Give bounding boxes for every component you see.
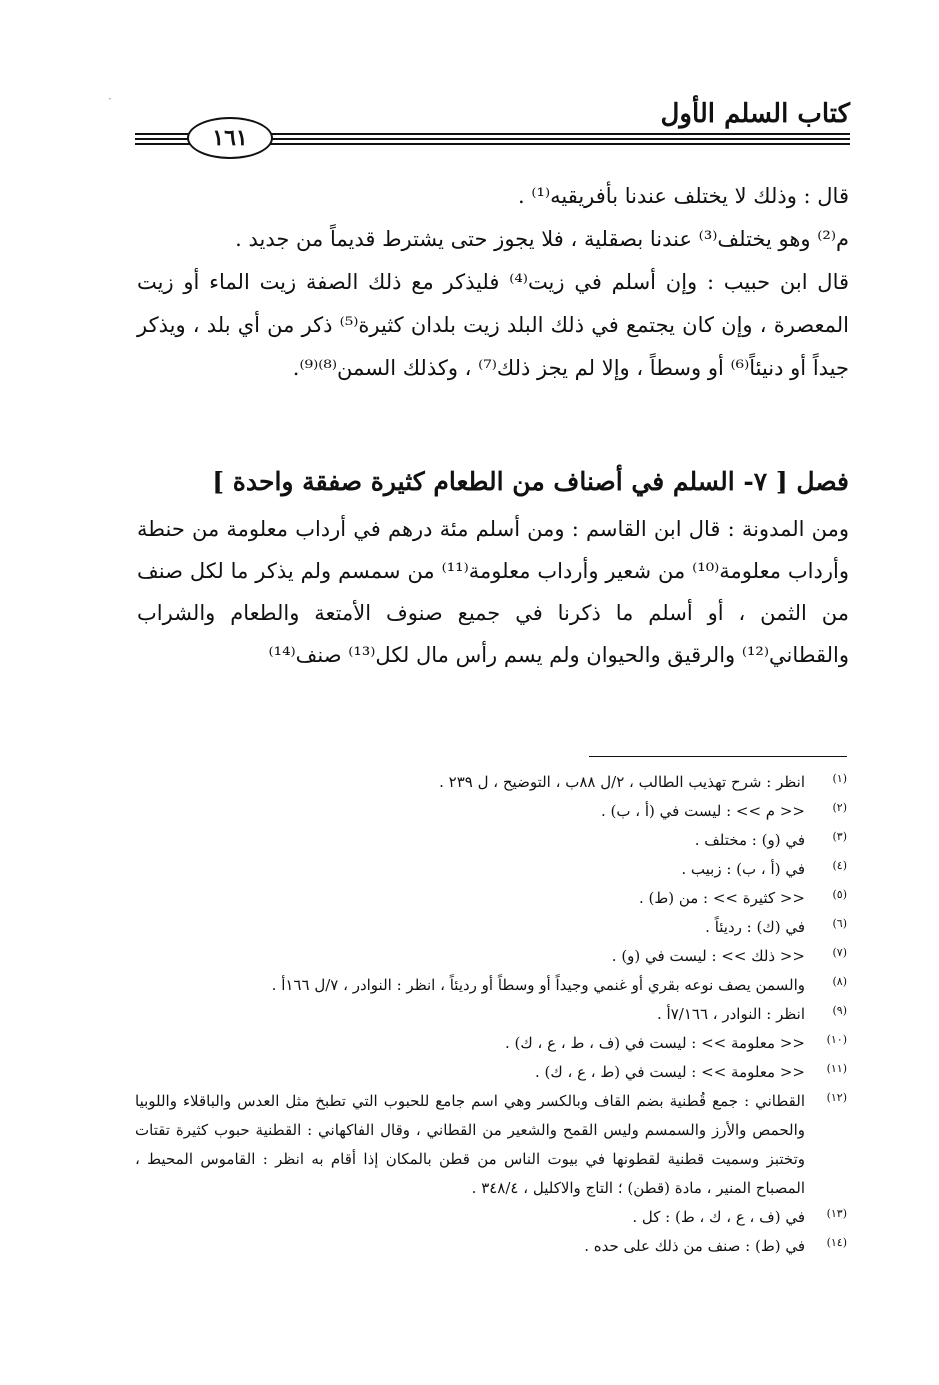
main-text	[137, 175, 849, 390]
footnotes-list	[135, 768, 847, 1261]
footnote-number: (٨)	[832, 975, 847, 988]
footnote	[135, 942, 847, 971]
footnote-text: انظر : شرح تهذيب الطالب ، ٢/ل ٨٨ب ، التوضيح ، ل ٢٣٩ .	[439, 773, 805, 791]
paragraph: ومن المدونة : قال ابن القاسم : ومن أسلم مئة درهم في أرداب معلومة من حنطة وأرداب معلومة⁽¹⁰⁾ من شعير وأرداب معلومة⁽¹¹⁾ من سمسم ولم يذكر ما لكل صنف من الثمن ، أو أسلم ما ذكرنا في جميع صنوف الأمتعة والطعام والشراب والقطاني⁽¹²⁾ والرقيق والحيوان ولم يسم رأس مال لكل⁽¹³⁾ صنف⁽¹⁴⁾	[137, 517, 849, 667]
footnote-text: في (و) : مختلف .	[694, 831, 805, 849]
footnote-text: انظر : النوادر ، ٧/١٦٦أ .	[657, 1005, 805, 1023]
footnote	[135, 1000, 847, 1029]
footnote-text: << كثيرة >> : من (ط) .	[638, 889, 805, 907]
footnote-number: (١١)	[826, 1062, 847, 1075]
footnote	[135, 971, 847, 1000]
footnote	[135, 913, 847, 942]
footnote-number: (١٠)	[826, 1033, 847, 1046]
paragraph: م⁽²⁾ وهو يختلف⁽³⁾ عندنا بصقلية ، فلا يجوز حتى يشترط قديماً من جديد .	[235, 227, 849, 251]
footnote-separator	[589, 756, 847, 757]
paragraph: قال : وذلك لا يختلف عندنا بأفريقيه⁽¹⁾ .	[518, 184, 849, 208]
footnote	[135, 1087, 847, 1203]
paragraph: قال ابن حبيب : وإن أسلم في زيت⁽⁴⁾ فليذكر مع ذلك الصفة زيت الماء أو زيت المعصرة ، وإن كان يجتمع في ذلك البلد زيت بلدان كثيرة⁽⁵⁾ ذكر من أي بلد ، ويذكر جيداً أو دنيئاً⁽⁶⁾ أو وسطاً ، وإلا لم يجز ذلك⁽⁷⁾ ، وكذلك السمن⁽⁸⁾⁽⁹⁾.	[137, 270, 850, 380]
footnote	[135, 1203, 847, 1232]
footnote-number: (٥)	[832, 888, 847, 901]
section-text	[137, 508, 849, 676]
footnote	[135, 1232, 847, 1261]
footnote-number: (٦)	[832, 917, 847, 930]
page-header	[135, 95, 850, 165]
footnote-text: القطاني : جمع قُطنية بضم القاف وبالكسر وهي اسم جامع للحبوب التي تطبخ مثل العدس والباقلاء واللوبيا والحمص والأرز والسمسم وليس القمح والشعير من القطاني ، وقال الفاكهاني : القطنية حبوب كثيرة تقتات وتختبز وسميت قطنية لقطونها في بيوت الناس من قطن بالمكان إذا أقام به انظر : القاموس المحيط ، المصباح المنير ، مادة (قطن) ؛ التاج والاكليل ، ٣٤٨/٤ .	[135, 1092, 805, 1197]
footnote-text: في (ط) : صنف من ذلك على حده .	[584, 1237, 805, 1255]
footnote-number: (١٢)	[826, 1091, 847, 1104]
footnote-number: (٧)	[832, 946, 847, 959]
footnote-text: والسمن يصف نوعه بقري أو غنمي وجيداً أو وسطاً أو رديئاً ، انظر : النوادر ، ٧/ل ١٦٦أ .	[271, 976, 805, 994]
footnote-text: << معلومة >> : ليست في (ف ، ط ، ع ، ك) .	[505, 1034, 805, 1052]
footnote	[135, 826, 847, 855]
footnote-text: في (أ ، ب) : زبيب .	[681, 860, 805, 878]
footnote-number: (٢)	[832, 801, 847, 814]
footnote	[135, 797, 847, 826]
footnote-number: (١٤)	[826, 1236, 847, 1249]
footnote-number: (٣)	[832, 830, 847, 843]
footnote-number: (١)	[832, 772, 847, 785]
footnote-number: (١٣)	[826, 1207, 847, 1220]
footnote-text: في (ك) : رديئاً .	[705, 918, 805, 936]
page-number: ١٦١	[187, 117, 273, 159]
footnote	[135, 1029, 847, 1058]
footnote-text: << معلومة >> : ليست في (ط ، ع ، ك) .	[534, 1063, 805, 1081]
footnote-text: << م >> : ليست في (أ ، ب) .	[600, 802, 805, 820]
footnote-text: << ذلك >> : ليست في (و) .	[611, 947, 805, 965]
footnote-number: (٤)	[832, 859, 847, 872]
book-title: كتاب السلم الأول	[660, 99, 850, 129]
footnote	[135, 884, 847, 913]
footnote	[135, 855, 847, 884]
stray-mark: ·	[108, 92, 112, 106]
footnote	[135, 1058, 847, 1087]
footnote-number: (٩)	[832, 1004, 847, 1017]
footnote	[135, 768, 847, 797]
footnote-text: في (ف ، ع ، ك ، ط) : كل .	[632, 1208, 805, 1226]
section-heading: فصل [ ٧- السلم في أصناف من الطعام كثيرة صفقة واحدة ]	[212, 467, 849, 496]
